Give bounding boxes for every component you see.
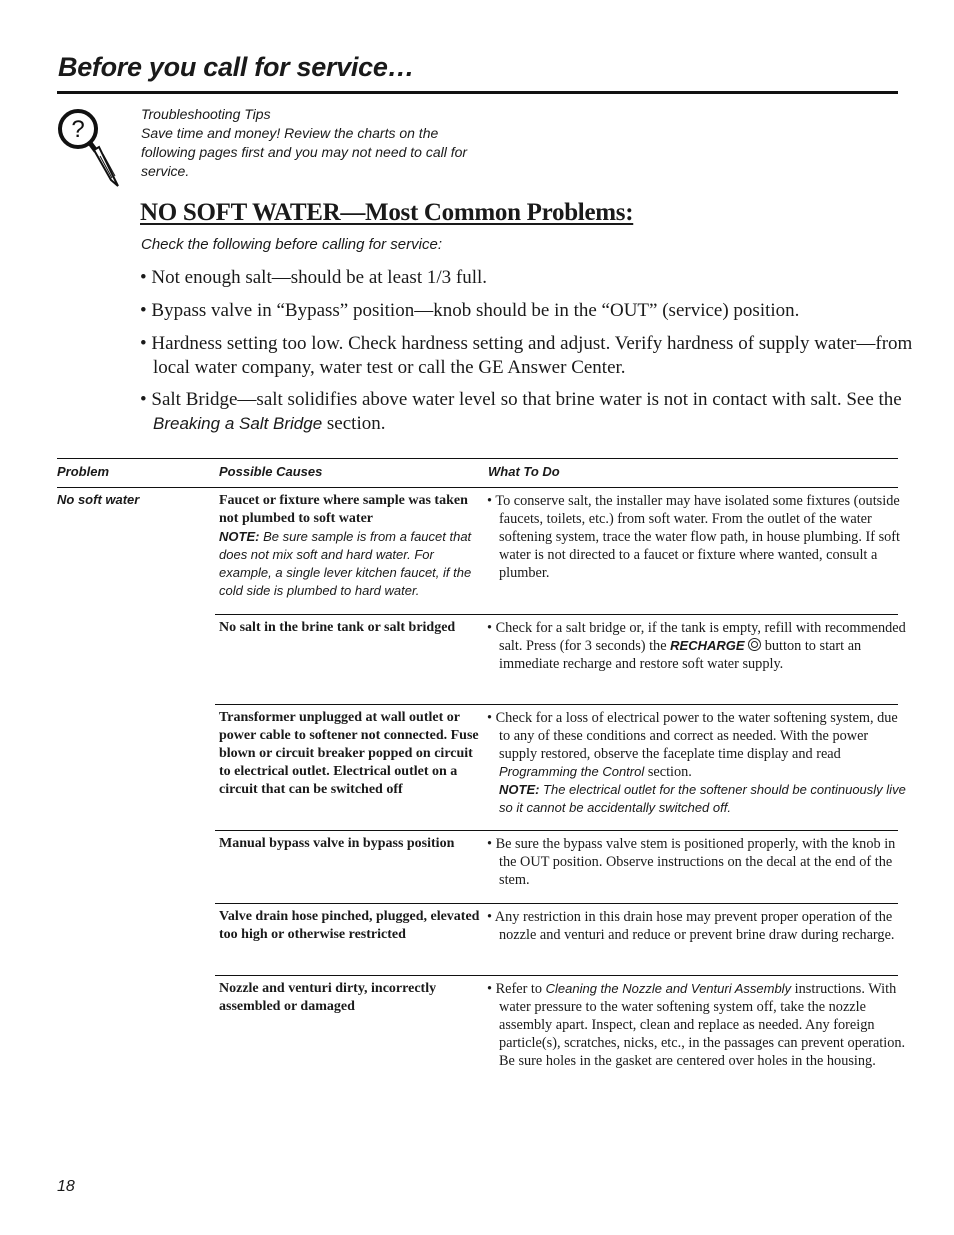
todo-text: Be sure the bypass valve stem is positioned properly, with the knob in the OUT position. Observe instructions on the decal at the end of the stem. [495,836,896,888]
table-header-rule [57,487,898,488]
cause-text: Faucet or fixture where sample was taken not plumbed to soft water [219,493,468,526]
cause-cell: Valve drain hose pinched, plugged, elevated too high or otherwise restricted [219,909,480,942]
row-divider [215,614,898,615]
column-header-causes: Possible Causes [219,464,323,479]
cause-cell: Nozzle and venturi dirty, incorrectly assembled or damaged [219,981,437,1014]
row-divider [215,830,898,831]
tip-body: Save time and money! Review the charts on the following pages first and you may not need to call for service. [141,125,468,179]
bullet-item: • Salt Bridge—salt solidifies above water level so that brine water is not in contact with salt. See the Breaking a Salt Bridge section. [140,389,902,434]
todo-cell: • Refer to Cleaning the Nozzle and Venturi Assembly instructions. With water pressure to the water softening system off, take the nozzle assembly apart. Inspect, clean and replace as needed. Any foreign particle(s), scratches, nicks, etc., in the passages can prevent operation. Be sure holes in the gasket are centered over holes in the housing. [487,981,906,1069]
section-subheading: Check the following before calling for service: [141,236,442,253]
page-title: Before you call for service… [58,52,415,82]
column-header-todo: What To Do [488,464,560,479]
cause-note [219,528,481,600]
column-header-problem: Problem [57,464,110,479]
todo-reference: Cleaning the Nozzle and Venturi Assembly [545,981,792,996]
todo-text: Check for a salt bridge or, if the tank is empty, refill with recommended salt. Press (for 3 seconds) the [495,620,906,654]
todo-cell: • Any restriction in this drain hose may prevent proper operation of the nozzle and venturi and reduce or prevent brine draw during recharge. [487,909,895,943]
todo-cell: • Check for a salt bridge or, if the tank is empty, refill with recommended salt. Press (for 3 seconds) the RECHARGE button to start an immediate recharge and restore soft water supply. [487,620,906,672]
recharge-icon [748,638,761,651]
todo-cell: • To conserve salt, the installer may have isolated some fixtures (outside faucets, toilets, etc.) from soft water. From the outlet of the water softening system, trace the water flow path, in house plumbing. If soft water is not directed to a faucet or fixture where wanted, consult a plumber. [487,493,901,581]
note-text: Be sure sample is from a faucet that does not mix soft and hard water. For example, a single lever kitchen faucet, if the cold side is plumbed to hard water. [219,529,472,598]
question-magnifier-icon [56,104,128,190]
bullet-item: • Hardness setting too low. Check hardness setting and adjust. Verify hardness of supply water—from local water company, water test or call the GE Answer Center. [140,333,913,378]
recharge-button-label: RECHARGE [670,638,745,653]
note-label: NOTE: [219,529,260,544]
todo-text: Any restriction in this drain hose may prevent proper operation of the nozzle and venturi and reduce or prevent brine draw during recharge. [494,909,895,943]
bullet-link-text: Breaking a Salt Bridge [153,413,323,433]
note-label: NOTE: [499,782,540,797]
bullet-item: • Not enough salt—should be at least 1/3 full. [140,267,488,288]
title-rule [57,91,898,94]
row-divider [215,704,898,705]
todo-text: To conserve salt, the installer may have isolated some fixtures (outside faucets, toilets, etc.) from soft water. From the outlet of the water softening system, trace the water flow path, in house plumbing. If soft water is not directed to a faucet or fixture where wanted, consult a plumber. [495,493,901,581]
note-text: The electrical outlet for the softener should be continuously live so it cannot be accidentally switched off. [499,782,906,815]
todo-text: Check for a loss of electrical power to the water softening system, due to any of these conditions and correct as needed. With the power supply restored, observe the faceplate time display and read [495,710,898,762]
bullet-text: section. [326,412,386,434]
todo-text: instructions. With water pressure to the water softening system off, take the nozzle assembly apart. Inspect, clean and replace as needed. Any foreign particle(s), scratches, nicks, etc., in the passages can prevent operation. Be sure holes in the gasket are centered over holes in the housing. [499,981,906,1069]
bullet-item: • Bypass valve in “Bypass” position—knob should be in the “OUT” (service) position. [140,300,800,321]
bullet-text: Not enough salt—should be at least 1/3 full. [151,267,488,288]
page-number: 18 [57,1178,75,1195]
todo-cell: • Check for a loss of electrical power to the water softening system, due to any of these conditions and correct as needed. With the power supply restored, observe the faceplate time display and read Programming the Control section. NOTE: The electrical outlet for the softener should be continuously live so it cannot be accidentally switched off. [487,710,906,815]
problem-cell: No soft water [57,492,140,507]
bullet-text: Hardness setting too low. Check hardness setting and adjust. Verify hardness of supply water—from local water company, water test or call the GE Answer Center. [151,333,913,378]
svg-text:?: ? [71,116,85,143]
table-top-rule [57,458,898,459]
todo-cell: • Be sure the bypass valve stem is positioned properly, with the knob in the OUT position. Observe instructions on the decal at the end of the stem. [487,836,896,888]
todo-text: section. [647,764,692,780]
row-divider [215,975,898,976]
cause-cell [219,492,481,600]
bullet-text: Salt Bridge—salt solidifies above water level so that brine water is not in contact with salt. See the [151,389,902,410]
bullet-text: Bypass valve in “Bypass” position—knob should be in the “OUT” (service) position. [151,300,800,321]
tip-heading: Troubleshooting Tips [141,106,271,122]
todo-reference: Programming the Control [499,764,645,779]
section-heading: NO SOFT WATER—Most Common Problems: [140,199,634,226]
todo-text: button to start an immediate recharge and restore soft water supply. [499,638,862,672]
cause-cell: No salt in the brine tank or salt bridged [219,620,456,635]
todo-text: Refer to [495,981,543,997]
row-divider [215,903,898,904]
troubleshooting-tip [141,105,481,181]
cause-cell: Transformer unplugged at wall outlet or power cable to softener not connected. Fuse blown or circuit breaker popped on circuit to electrical outlet. Electrical outlet on a circuit that can be switched off [219,710,479,797]
cause-cell: Manual bypass valve in bypass position [219,836,455,851]
